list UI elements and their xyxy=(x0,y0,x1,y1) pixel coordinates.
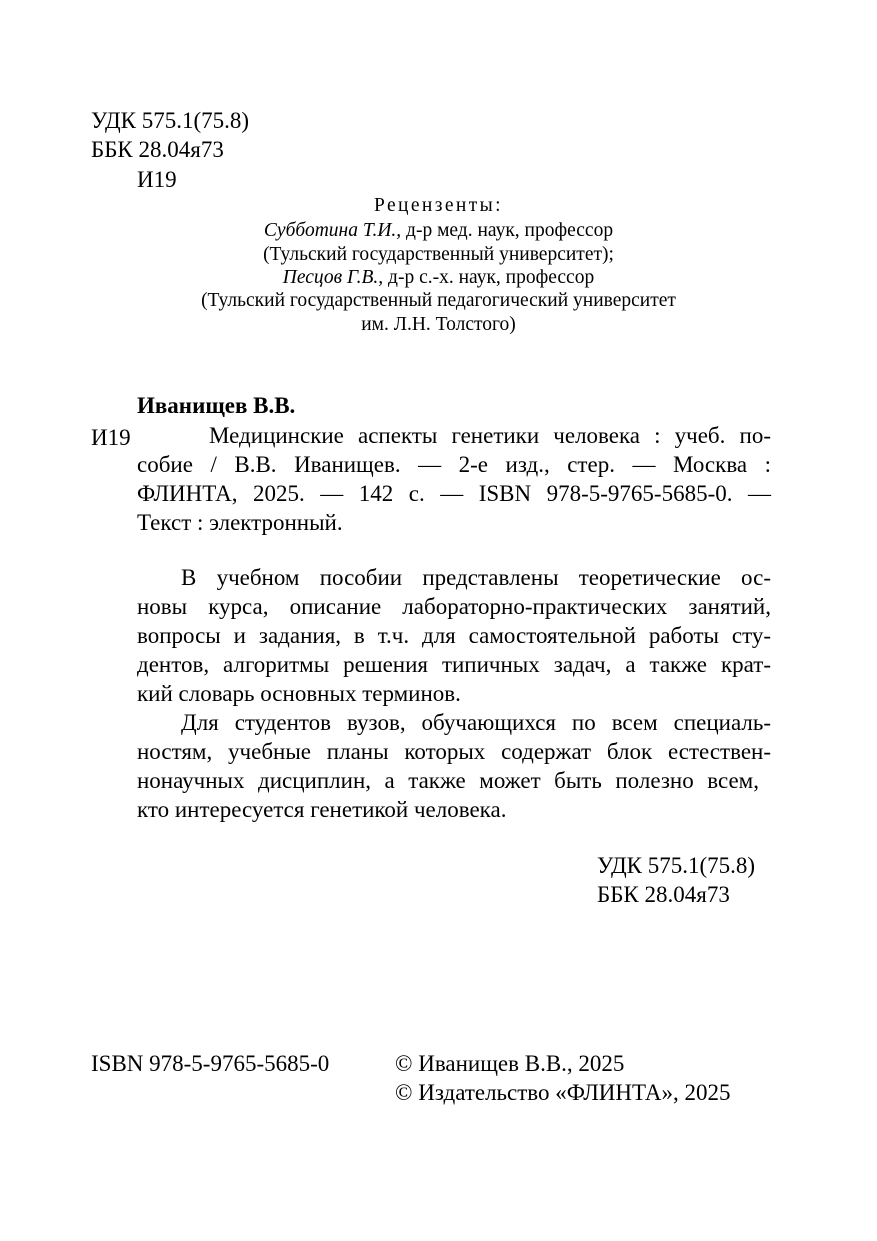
isbn: ISBN 978-5-9765-5685-0 xyxy=(91,1051,330,1076)
reviewer-1-title: д-р мед. наук, профессор xyxy=(401,220,614,241)
annotation-p1-line-3: вопросы и задания, в т.ч. для самостоятельной работы сту- xyxy=(137,623,771,648)
annotation-p1-line-1: В учебном пособии представлены теоретические ос- xyxy=(181,565,771,590)
reviewer-2-org-line2: им. Л.Н. Толстого) xyxy=(361,314,516,335)
entry-line-3: ФЛИНТА, 2025. — 142 с. — ISBN 978-5-9765-5685-0. — xyxy=(137,481,771,506)
reviewer-1-name: Субботина Т.И., xyxy=(263,220,402,241)
udk-top: УДК 575.1(75.8) xyxy=(91,108,250,133)
reviewer-2-name: Песцов Г.В., xyxy=(282,267,384,288)
reviewer-2-org-line1: (Тульский государственный педагогический университет xyxy=(201,290,676,311)
annotation-p2-line-1: Для студентов вузов, обучающихся по всем специаль- xyxy=(181,710,771,735)
entry-line-4: Текст : электронный. xyxy=(137,510,343,535)
annotation-p2-line-2: ностям, учебные планы которых содержат блок естествен- xyxy=(137,739,771,764)
reviewer-1-org: (Тульский государственный университет); xyxy=(263,244,614,265)
entry-author: Иванищев В.В. xyxy=(137,393,296,418)
annotation-p2-line-4: кто интересуется генетикой человека. xyxy=(137,797,507,822)
annotation-p1-line-4: дентов, алгоритмы решения типичных задач, а также крат- xyxy=(137,652,771,677)
annotation-p1-line-5: кий словарь основных терминов. xyxy=(137,681,461,706)
reviewer-2 xyxy=(0,266,877,290)
bbk-top: ББК 28.04я73 xyxy=(91,137,224,162)
copyright-author: © Иванищев В.В., 2025 xyxy=(395,1051,625,1076)
entry-line-2: собие / В.В. Иванищев. — 2-е изд., стер. — Москва : xyxy=(137,452,771,477)
entry-line-1: Медицинские аспекты генетики человека : учеб. по- xyxy=(209,423,771,448)
udk-bottom: УДК 575.1(75.8) xyxy=(597,853,756,878)
bbk-bottom: ББК 28.04я73 xyxy=(597,882,730,907)
annotation-p1-line-2: новы курса, описание лабораторно-практических занятий, xyxy=(137,594,771,619)
entry-code: И19 xyxy=(91,425,131,450)
annotation-p2-line-3: нонаучных дисциплин, а также может быть полезно всем, xyxy=(137,768,759,793)
reviewer-2-title: д-р с.-х. наук, профессор xyxy=(383,267,595,288)
author-code-top: И19 xyxy=(137,167,177,192)
reviewers-heading: Рецензенты: xyxy=(373,195,503,216)
copyright-publisher: © Издательство «ФЛИНТА», 2025 xyxy=(395,1080,731,1105)
reviewer-1 xyxy=(0,219,877,243)
